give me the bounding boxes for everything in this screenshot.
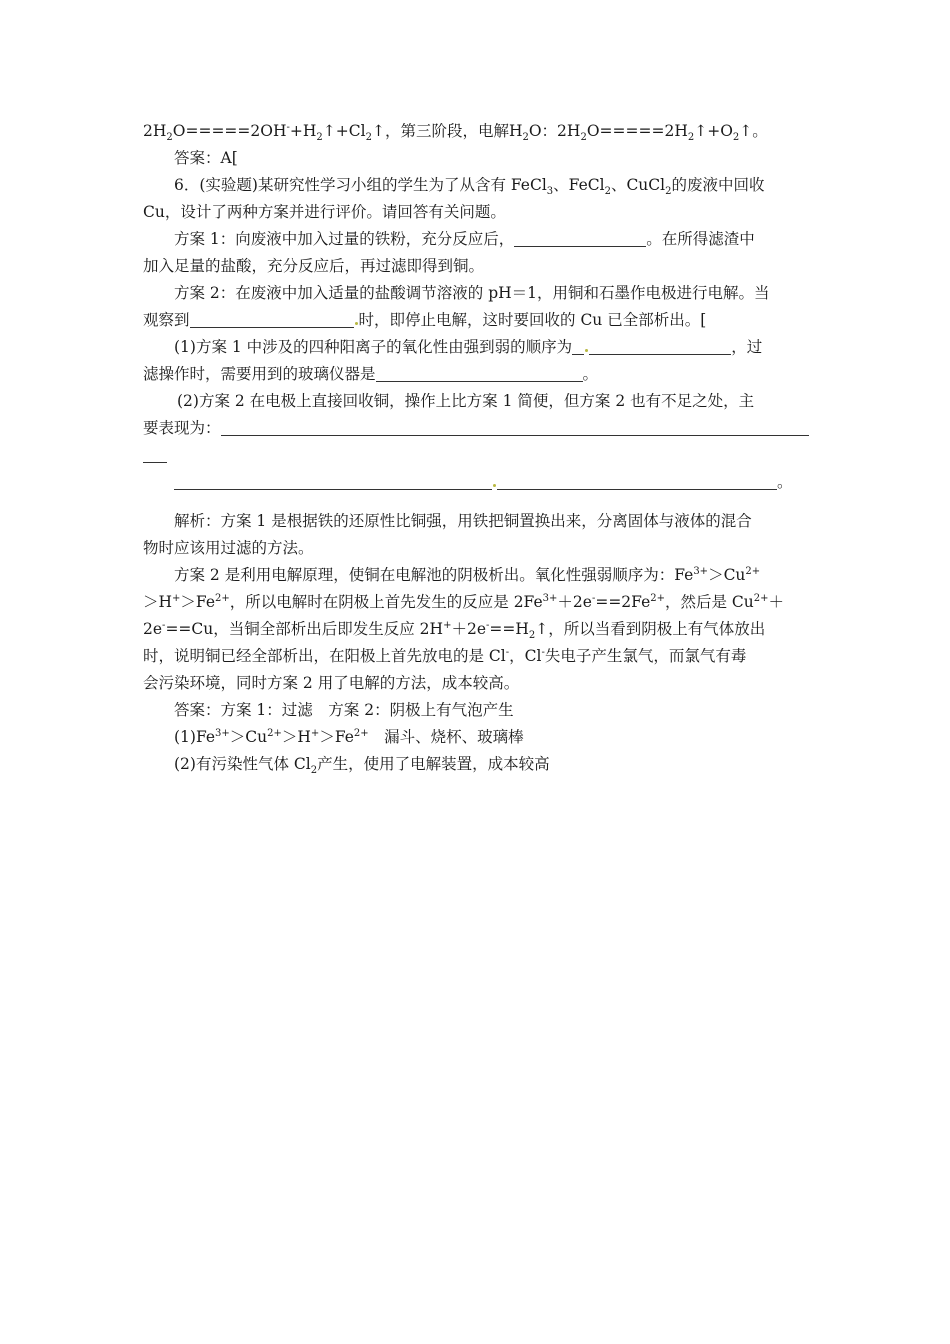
sub-question-2-line-4: 。: [143, 469, 811, 496]
mark-dot: [355, 322, 358, 325]
mark-dot: [493, 484, 496, 487]
answer-blank[interactable]: [190, 309, 354, 328]
answer-blank[interactable]: [589, 336, 731, 355]
explanation-line-7: 会污染环境，同时方案 2 用了电解的方法，成本较高。: [143, 674, 520, 692]
spacer: [143, 496, 811, 508]
answer-blank[interactable]: [497, 471, 777, 490]
sub-question-2-line-2: 要表现为：: [143, 415, 811, 442]
explanation-line-1: 解析：方案 1 是根据铁的还原性比铜强，用铁把铜置换出来，分离固体与液体的混合: [174, 512, 752, 530]
mark-dot: [585, 349, 588, 352]
final-answer-line-1: 答案：方案 1：过滤 方案 2：阴极上有气泡产生: [174, 701, 514, 719]
final-answer-line-3: (2)有污染性气体 $Cl_2$产生，使用了电解装置，成本较高: [174, 755, 550, 777]
plan-1-line-2: 加入足量的盐酸，充分反应后，再过滤即得到铜。: [143, 257, 485, 275]
answer-blank[interactable]: [514, 228, 646, 247]
explanation-line-6: 时，说明铜已经全部析出，在阳极上首先放电的是 Cl-，Cl-失电子产生氯气，而氯气有毒: [143, 646, 747, 665]
explanation-line-4: $>H^+>Fe^{2+}$，所以电解时在阴极上首先发生的反应是 $2Fe^{3+}+2e^-==2Fe^{2+}$，然后是 $Cu^{2+}+$: [143, 592, 785, 611]
explanation-line-5: 2e-==Cu，当铜全部析出后即发生反应 $2H^++2e^-==H_2↑$，所以当看到阴极上有气体放出: [143, 619, 766, 642]
explanation-line-2: 物时应该用过滤的方法。: [143, 539, 314, 557]
sub-question-2-line-1: (2)方案 2 在电极上直接回收铜，操作上比方案 1 简便，但方案 2 也有不足之处，主: [177, 392, 755, 410]
answer-blank[interactable]: [376, 363, 583, 382]
answer-blank[interactable]: [221, 417, 809, 436]
plan-1-line-1: 方案 1：向废液中加入过量的铁粉，充分反应后， 。在所得滤渣中: [174, 230, 755, 248]
final-answer-line-2: $(1)Fe^{3+}>Cu^{2+}>H^+>Fe^{2+}$ 漏斗、烧杯、玻璃棒: [174, 727, 524, 746]
plan-2-line-1: 方案 2：在废液中加入适量的盐酸调节溶液的 pH＝1，用铜和石墨作电极进行电解。当: [174, 284, 770, 302]
answer-blank[interactable]: [572, 336, 584, 355]
question-6-line-2: Cu，设计了两种方案并进行评价。请回答有关问题。: [143, 203, 506, 221]
document-content: [143, 118, 811, 778]
equation-line: $2H_2O=====2OH^-+H_2↑+Cl_2↑$，第三阶段，电解$H_2O$：$2H_2O=====2H_2↑+O_2↑$。: [143, 121, 768, 144]
question-6-line-1: 6．(实验题)某研究性学习小组的学生为了从含有 FeCl$_3$、FeCl$_2$、CuCl$_2$的废液中回收: [174, 176, 765, 198]
sub-question-1-line-2: 滤操作时，需要用到的玻璃仪器是 。: [143, 365, 599, 383]
answer-line: 答案：A[: [174, 149, 238, 167]
answer-blank[interactable]: [174, 471, 492, 490]
answer-blank[interactable]: [143, 444, 167, 463]
plan-2-line-2: 观察到 时，即停止电解，这时要回收的 Cu 已全部析出。[: [143, 311, 707, 329]
explanation-line-3: 方案 2 是利用电解原理，使铜在电解池的阴极析出。氧化性强弱顺序为：$Fe^{3+}>Cu^{2+}$: [174, 565, 761, 584]
sub-question-2-line-3: [143, 442, 811, 469]
sub-question-1-line-1: (1)方案 1 中涉及的四种阳离子的氧化性由强到弱的顺序为 ，过: [174, 338, 763, 356]
